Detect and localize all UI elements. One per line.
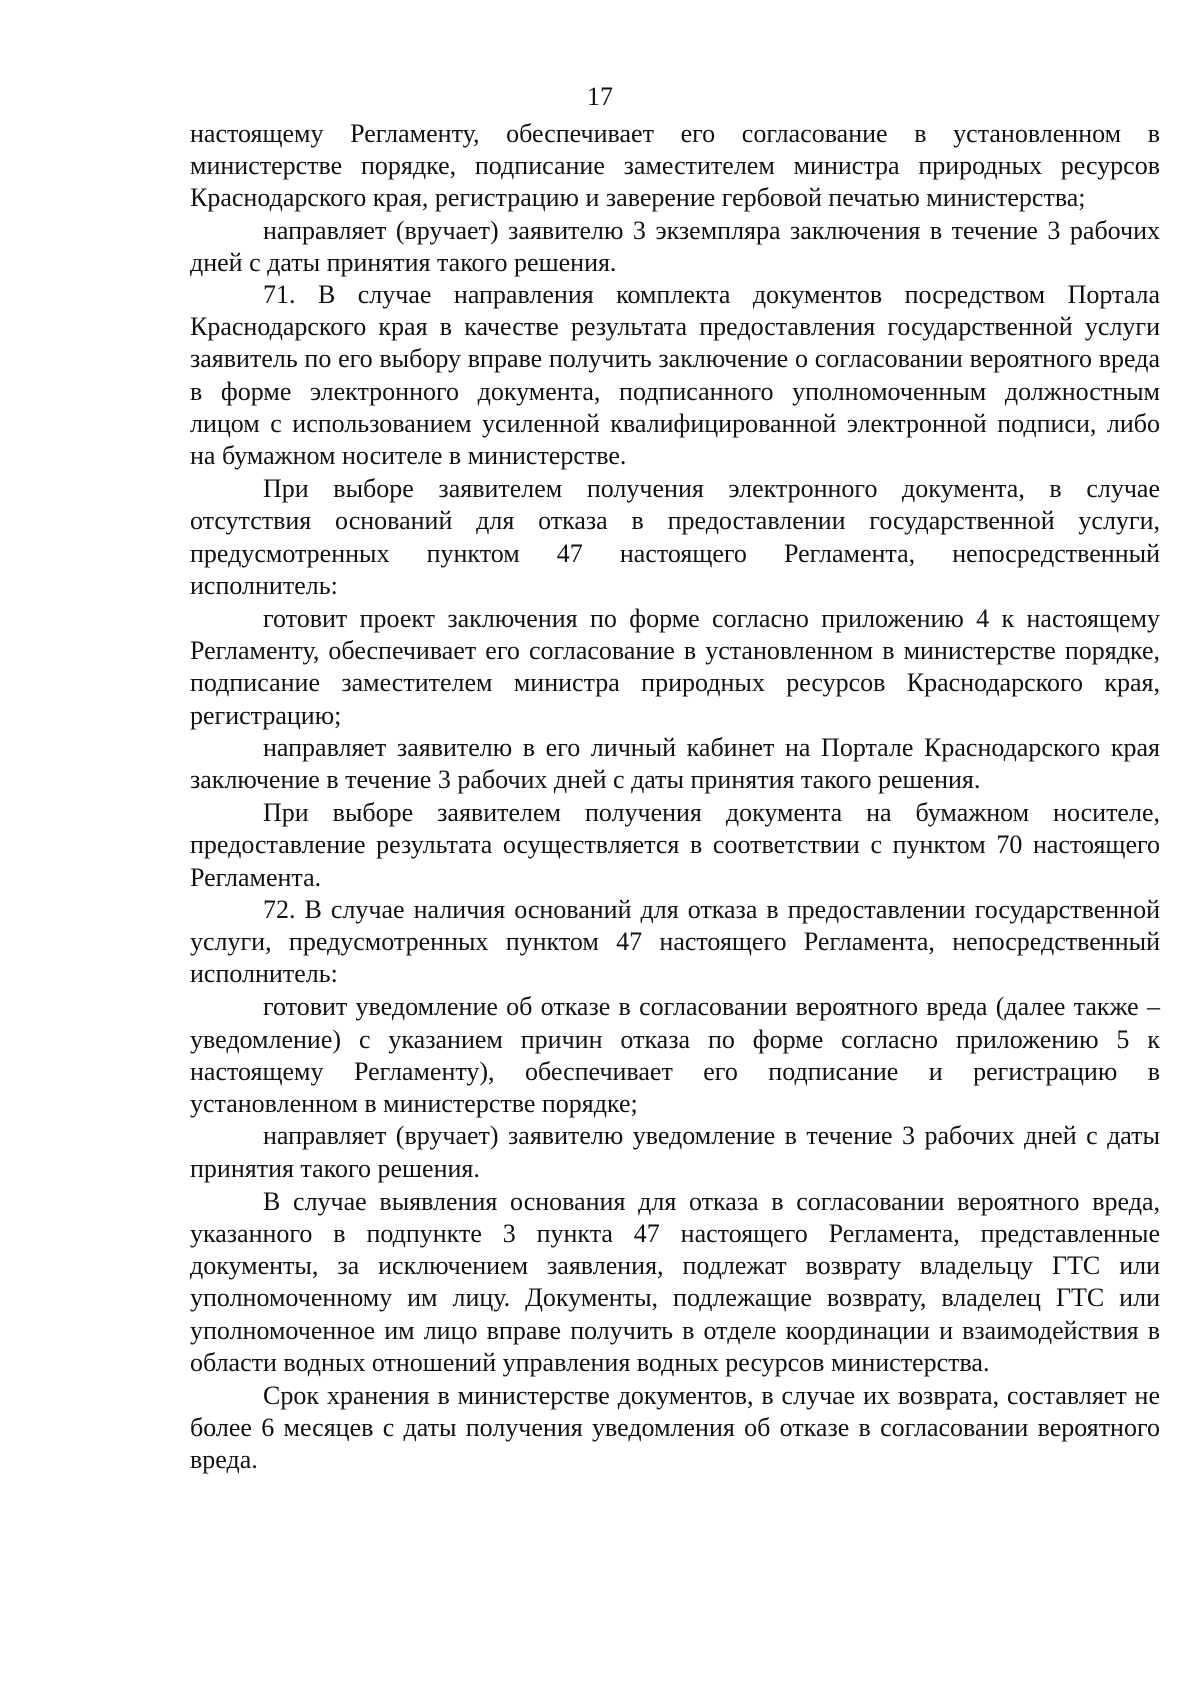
- paragraph-storage-term: Срок хранения в министерстве документов, в случае их возврата, составляет не более 6 месяцев с даты получения уведомления об отказе в согласовании вероятного вреда.: [190, 1380, 1160, 1475]
- paragraph-send-3-copies: направляет (вручает) заявителю 3 экземпляра заключения в течение 3 рабочих дней с даты принятия такого решения.: [190, 215, 1160, 277]
- paragraph-prepare-refusal: готовит уведомление об отказе в согласовании вероятного вреда (далее также – уведомление) с указанием причин отказа по форме согласно приложению 5 к настоящему Регламенту), обеспечивает его подписание и регистрацию в установленном в министерстве порядке;: [190, 992, 1160, 1119]
- paragraph-prepare-draft: готовит проект заключения по форме согласно приложению 4 к настоящему Регламенту, обеспечивает его согласование в установленном в министерстве порядке, подписание заместителем министра природных ресурсов Краснодарского края, регистрацию;: [190, 604, 1160, 730]
- paragraph-send-refusal: направляет (вручает) заявителю уведомление в течение 3 рабочих дней с даты принятия такого решения.: [190, 1121, 1160, 1183]
- paragraph-electronic-choice: При выборе заявителем получения электронного документа, в случае отсутствия оснований для отказа в предоставлении государственной услуги, предусмотренных пунктом 47 настоящего Регламента, непосредственный исполнитель:: [190, 474, 1160, 600]
- paragraph-continuation: настоящему Регламенту, обеспечивает его согласование в установленном в министерстве порядке, подписание заместителем министра природных ресурсов Краснодарского края, регистрацию и заверение гербовой печатью министерства;: [190, 119, 1160, 213]
- paragraph-71: 71. В случае направления комплекта документов посредством Портала Краснодарского края в качестве результата предоставления государственной услуги заявитель по его выбору вправе получить заключение о согласовании вероятного вреда в форме электронного документа, подписанного уполномоченным должностным лицом с использованием усиленной квалифицированной электронной подписи, либо на бумажном носителе в министерстве.: [190, 280, 1160, 471]
- paragraph-return-documents: В случае выявления основания для отказа в согласовании вероятного вреда, указанного в подпункте 3 пункта 47 настоящего Регламента, представленные документы, за исключением заявления, подлежат возврату владельцу ГТС или уполномоченному им лицу. Документы, подлежащие возврату, владелец ГТС или уполномоченное им лицо вправе получить в отделе координации и взаимодействия в области водных отношений управления водных ресурсов министерства.: [190, 1186, 1160, 1377]
- paragraph-send-cabinet: направляет заявителю в его личный кабинет на Портале Краснодарского края заключение в течение 3 рабочих дней с даты принятия такого решения.: [190, 732, 1160, 795]
- paragraph-paper-choice: При выборе заявителем получения документа на бумажном носителе, предоставление результата осуществляется в соответствии с пунктом 70 настоящего Регламента.: [190, 798, 1160, 892]
- page-number: 17: [587, 82, 613, 111]
- paragraph-72: 72. В случае наличия оснований для отказа в предоставлении государственной услуги, предусмотренных пунктом 47 настоящего Регламента, непосредственный исполнитель:: [190, 894, 1160, 989]
- document-body: [190, 118, 1160, 1477]
